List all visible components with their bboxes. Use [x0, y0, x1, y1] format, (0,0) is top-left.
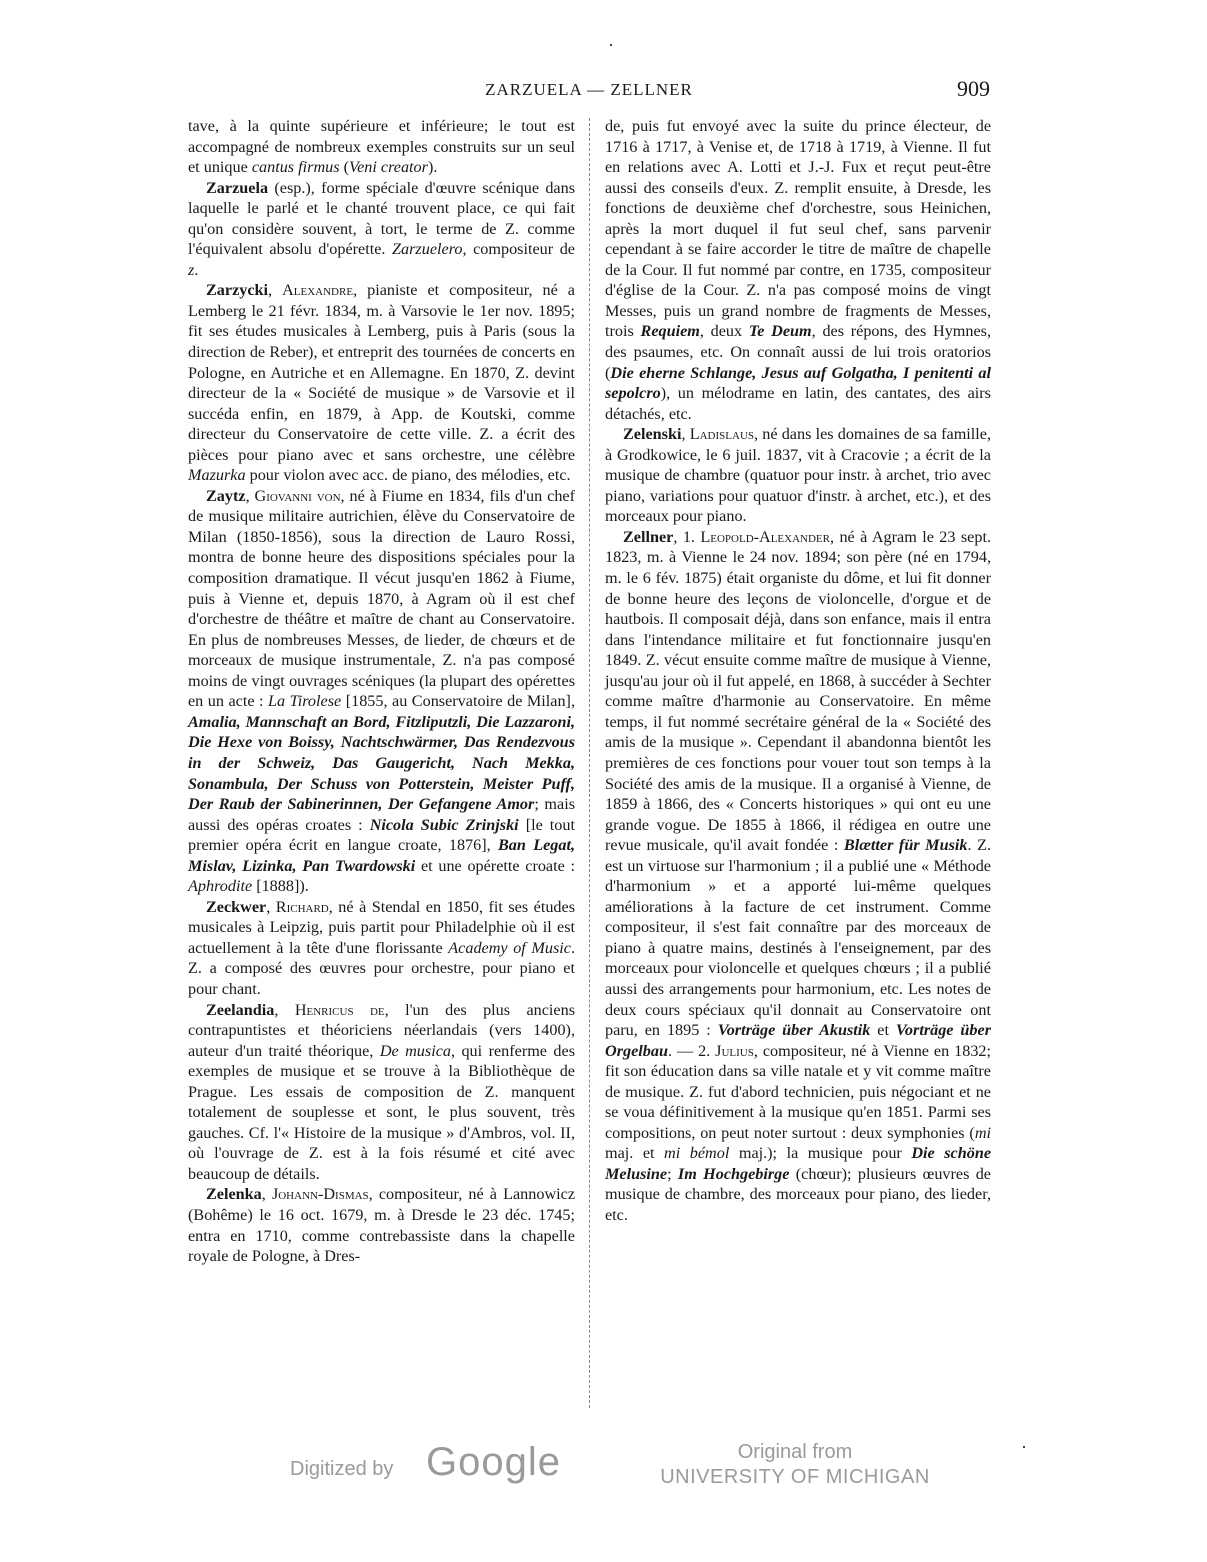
original-from-watermark — [660, 1440, 930, 1490]
entry-zeckwer: Zeckwer, Richard, né à Stendal en 1850, fit ses études musicales à Leipzig, puis partit pour Philadelphie où il est actuellement à la tête d'une florissante Academy of Music. Z. a composé des œuvres pour orchestre, pour piano et pour chant. — [188, 897, 575, 998]
page-number: 909 — [957, 76, 990, 101]
original-from-text: Original from — [737, 1441, 853, 1463]
right-column — [605, 116, 991, 1226]
headword: Zeelandia — [206, 1000, 275, 1019]
headword: Zelenka — [206, 1185, 262, 1204]
entry-zelenka-continued: de, puis fut envoyé avec la suite du prince électeur, de 1716 à 1717, à Venise et, de 1718 à 1719, à Vienne. Il fut en relations avec A. Lotti et J.-J. Fux et reçut peut-être aussi des conseils d'eux. Z. remplit ensuite, à Dresde, les fonctions de deuxième chef d'orchestre, sous Heinichen, après la mort duquel il fut seul chef, sans parvenir cependant à se faire accorder le titre de maître de chapelle de la Cour. Il fut nommé par contre, en 1735, compositeur d'église de la Cour. Z. n'a pas composé moins de vingt Messes, puis un grand nombre de fragments de Messes, trois Requiem, deux Te Deum, des répons, des Hymnes, des psaumes, etc. On connaît aussi de lui trois oratorios (Die eherne Schlange, Jesus auf Golgatha, I penitenti al sepolcro), un mélodrame en latin, des cantates, des airs détachés, etc. — [605, 117, 991, 423]
headword: Zarzycki — [206, 281, 269, 300]
entry-zeelandia: Zeelandia, Henricus de, l'un des plus anciens contrapuntistes et théoriciens néerlandais (vers 1400), auteur d'un traité théorique, De musica, qui renferme des exemples de musique et se trouve à la Bibliothèque de Prague. Les essais de composition de Z. manquent totalement de souplesse et sont, le plus souvent, très gauches. Cf. l'« Histoire de la musique » d'Ambros, vol. II, où l'ouvrage de Z. est à la fois résumé et cité avec beaucoup de détails. — [188, 1000, 576, 1183]
scan-speck — [1023, 1446, 1025, 1448]
paragraph-continuation: tave, à la quinte supérieure et inférieure; le tout est accompagné de nombreux exemples construits sur un seul et unique cantus firmus (Veni creator). — [188, 117, 575, 177]
google-logo: Google — [426, 1440, 561, 1484]
entry-zellner: Zellner, 1. Leopold-Alexander, né à Agram le 23 sept. 1823, m. à Vienne le 24 nov. 1894; son père (né en 1794, m. le 6 fév. 1875) était organiste du dôme, et lui fit donner de bonne heure des leçons de violoncelle, d'orgue et de hautbois. Il composait déjà, dans son enfance, mais il entra dans l'intendance militaire et fut fonctionnaire jusqu'en 1849. Z. vécut ensuite comme maître de musique à Vienne, jusqu'au jour où il fut appelé, en 1868, à succéder à Sechter comme maître d'harmonie au Conservatoire. En même temps, il fut nommé secrétaire général de la « Société des amis de la musique ». Cependant il abandonna bientôt les premières de ces fonctions pour vouer tout son temps à la Société des amis de la musique. Il a organisé à Vienne, de 1859 à 1866, des « Concerts historiques » qui ont eu une grande vogue. De 1855 à 1866, il rédigea en outre une revue musicale, qu'il avait fondée : Blætter für Musik. Z. est un virtuose sur l'harmonium ; il a publié une « Méthode d'harmonium » et a apporté lui-même quelques améliorations à la facture de cet instrument. Comme compositeur, il s'est fait connaître par des morceaux de piano à quatre mains, destinés à l'enseignement, par des morceaux pour violoncelle et quelques chœurs ; il a publié aussi des arrangements pour harmonium, etc. Les notes de deux cours spéciaux qu'il donnait au Conservatoire ont paru, en 1895 : Vorträge über Akustik et Vorträge über Orgelbau. — 2. Julius, compositeur, né à Vienne en 1832; fit son éducation dans sa ville natale et y vit comme maître de musique. Z. fut d'abord technicien, puis négociant et ne se voua définitivement à la musique qu'en 1851. Parmi ses compositions, on peut noter surtout : deux symphonies (mi maj. et mi bémol maj.); la musique pour Die schöne Melusine; Im Hochgebirge (chœur); plusieurs œuvres de musique de chambre, des morceaux pour piano, des lieder, etc. — [605, 527, 992, 1224]
column-divider — [589, 118, 591, 1408]
entry-zelenski: Zelenski, Ladislaus, né dans les domaines de sa famille, à Grodkowice, le 6 juil. 1837, vit à Cracovie ; a écrit de la musique de chambre (quatuor pour instr. à archet, trio avec piano, variations pour quatuor d'instr. à archet, etc.), et des morceaux pour piano. — [605, 425, 992, 526]
running-header — [188, 76, 990, 104]
left-column — [188, 116, 575, 1267]
scan-speck — [610, 44, 612, 46]
digitized-by-watermark — [290, 1440, 580, 1490]
university-text: UNIVERSITY OF MICHIGAN — [660, 1466, 930, 1488]
headword: Zeckwer — [206, 897, 267, 916]
entry-zaytz: Zaytz, Giovanni von, né à Fiume en 1834, fils d'un chef de musique militaire autrichien, élève du Conservatoire de Milan (1850-1856), sous la direction de Lauro Rossi, montra de bonne heure des dispositions spéciales pour la composition dramatique. Il vécut jusqu'en 1862 à Fiume, puis à Vienne et, depuis 1870, à Agram où il est chef d'orchestre de théâtre et maître de chant au Conservatoire. En plus de nombreuses Messes, de lieder, de chœurs et de morceaux de musique instrumentale, Z. n'a pas composé moins de vingt ouvrages scéniques (la plupart des opérettes en un acte : La Tirolese [1855, au Conservatoire de Milan], Amalia, Mannschaft an Bord, Fitzliputzli, Die Lazzaroni, Die Hexe von Boissy, Nachtschwärmer, Das Rendezvous in der Schweiz, Das Gaugericht, Nach Mekka, Sonambula, Der Schuss von Potterstein, Meister Puff, Der Raub der Sabinerinnen, Der Gefangene Amor; mais aussi des opéras croates : Nicola Subic Zrinjski [le tout premier opéra écrit en langue croate, 1876], Ban Legat, Mislav, Lizinka, Pan Twardowski et une opérette croate : Aphrodite [1888]). — [188, 486, 576, 896]
entry-zarzuela: Zarzuela (esp.), forme spéciale d'œuvre scénique dans laquelle le parlé et le chanté trouvent place, ce qui fait qu'on considère souvent, à tort, le terme de Z. comme l'équivalent absolu d'opérette. Zarzuelero, compositeur de z. — [188, 178, 575, 279]
headword: Zelenski — [623, 425, 682, 444]
running-title: ZARZUELA — ZELLNER — [485, 80, 693, 99]
digitized-by-text: Digitized by — [290, 1458, 394, 1480]
headword: Zarzuela — [206, 178, 269, 197]
headword: Zellner — [623, 527, 674, 546]
headword: Zaytz — [206, 486, 246, 505]
entry-zelenka: Zelenka, Johann-Dismas, compositeur, né à Lannowicz (Bohême) le 16 oct. 1679, m. à Dresde le 23 déc. 1745; entra en 1710, comme contrebassiste dans la chapelle royale de Pologne, à Dres- — [188, 1185, 575, 1266]
entry-zarzycki: Zarzycki, Alexandre, pianiste et compositeur, né a Lemberg le 21 févr. 1834, m. à Varsovie le 1er nov. 1895; fit ses études musicales à Lemberg, puis à Paris (sous la direction de Reber), et entreprit des tournées de concerts en Pologne, en Autriche et en Allemagne. En 1870, Z. devint directeur de la « Société de musique » de Varsovie et il succéda enfin, en 1879, à App. de Koutski, comme directeur du Conservatoire de cette ville. Z. a écrit des pièces pour piano avec et sans orchestre, une célèbre Mazurka pour violon avec acc. de piano, des mélodies, etc. — [188, 281, 575, 485]
